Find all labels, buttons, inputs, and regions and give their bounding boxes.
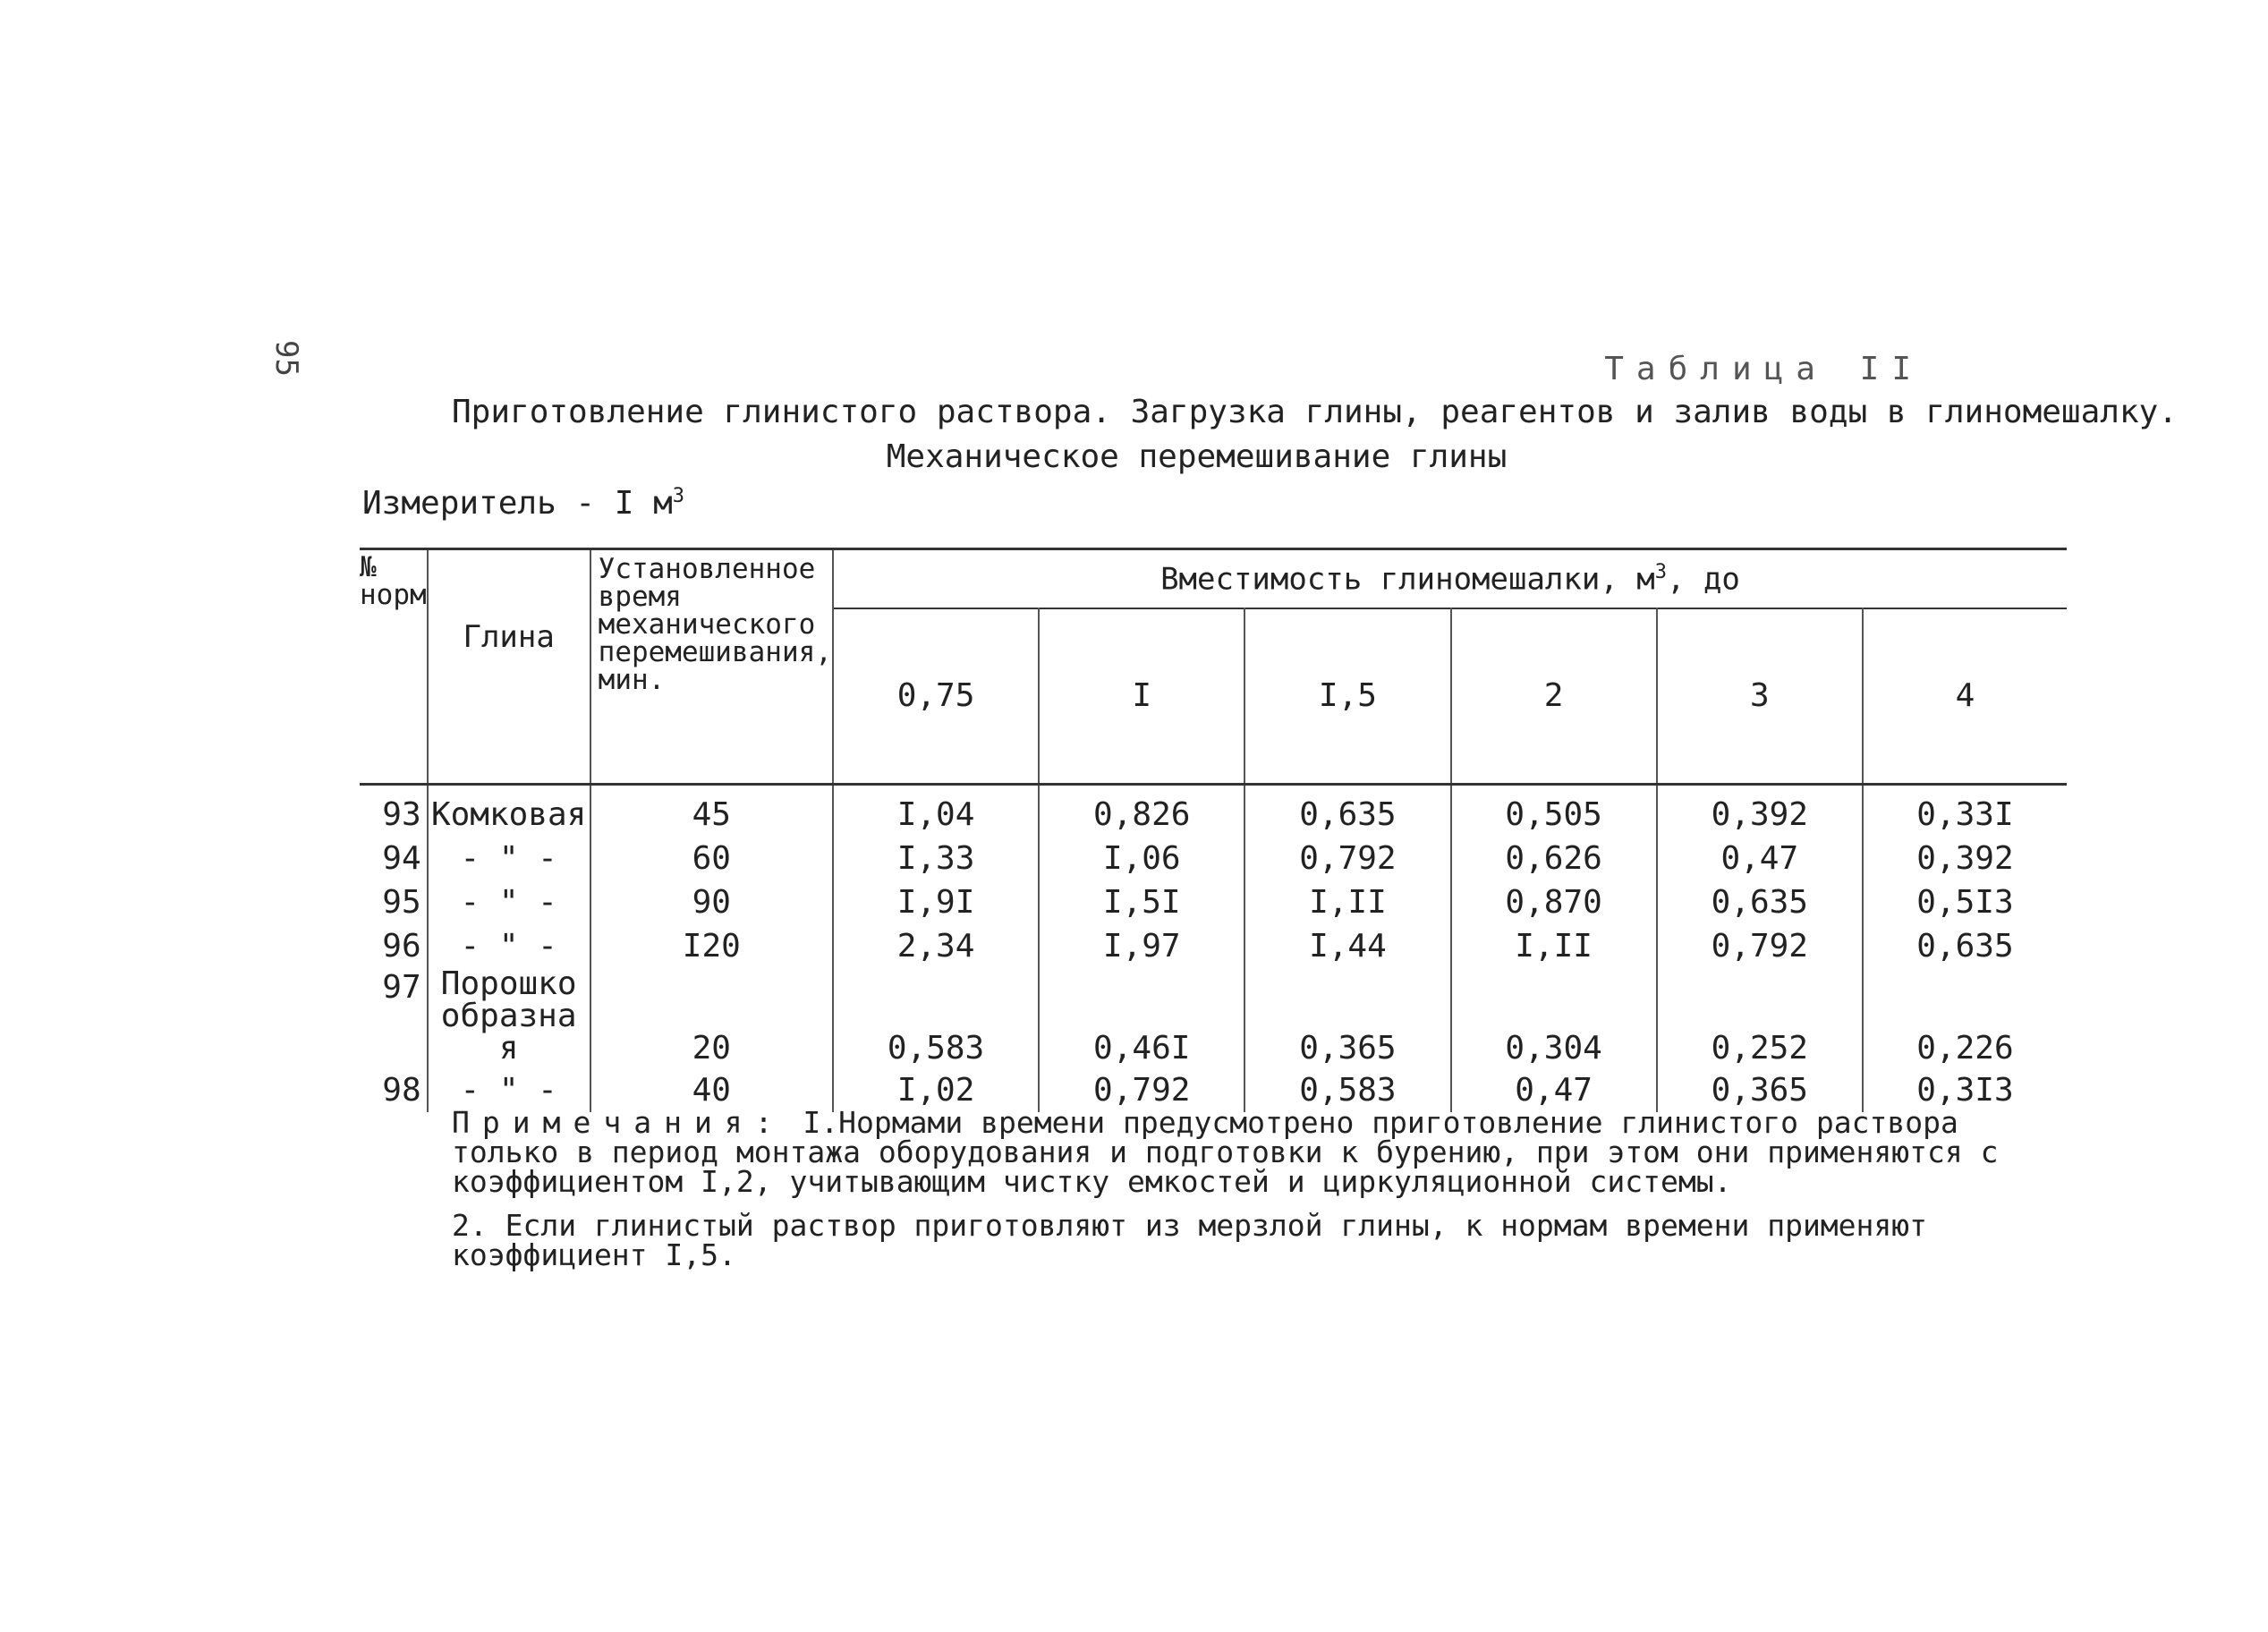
row-clay: - " -: [428, 837, 590, 880]
row-num: 94: [360, 837, 428, 880]
row-value: 0,47: [1451, 1068, 1657, 1112]
row-value: I,33: [833, 837, 1039, 880]
table-row: [360, 968, 2067, 1068]
notes: [362, 1105, 2044, 1284]
header-capacity-sup: 3: [1654, 561, 1667, 584]
measure-unit: [362, 485, 684, 522]
header-capacity: 2: [1451, 608, 1657, 785]
document-title: Приготовление глинистого раствора. Загрузка глины, реагентов и залив воды в глиномешалку.: [452, 394, 2178, 430]
measure-sup: 3: [672, 485, 685, 507]
row-clay: - " -: [428, 1068, 590, 1112]
header-num: № норм: [360, 549, 428, 785]
header-capacity-group: [833, 549, 2067, 609]
row-time: 60: [590, 837, 833, 880]
row-clay-line1: Порошкообразная: [440, 965, 577, 1067]
row-num: 93: [360, 785, 428, 837]
table-row: [360, 837, 2067, 880]
row-value: 0,505: [1451, 785, 1657, 837]
document-subtitle: Механическое перемешивание глины: [886, 438, 1508, 475]
measure-label: Измеритель - I м: [362, 485, 673, 522]
row-value: 0,365: [1244, 968, 1450, 1068]
row-value: I,II: [1451, 924, 1657, 968]
header-capacity: 3: [1657, 608, 1863, 785]
row-time: 40: [590, 1068, 833, 1112]
row-value: 0,635: [1244, 785, 1450, 837]
row-time: 45: [590, 785, 833, 837]
note-2: 2. Если глинистый раствор приготовляют из мерзлой глины, к нормам времени применяют коэффициент I,5.: [452, 1208, 1928, 1272]
row-value: 0,583: [1244, 1068, 1450, 1112]
header-capacity-suffix: , до: [1667, 561, 1740, 598]
table-row: [360, 785, 2067, 837]
row-value: 0,3I3: [1916, 1071, 2014, 1109]
row-value: 0,792: [1244, 837, 1450, 880]
row-value: 0,792: [1657, 924, 1863, 968]
notes-lead: Примечания:: [452, 1105, 786, 1140]
row-value: I,44: [1244, 924, 1450, 968]
norms-table: [360, 548, 2067, 1112]
row-value: 0,626: [1451, 837, 1657, 880]
header-capacity: I: [1039, 608, 1244, 785]
header-capacity-label: Вместимость глиномешалки, м: [1160, 561, 1655, 598]
table-row: [360, 924, 2067, 968]
row-num: 98: [360, 1068, 428, 1112]
row-time: 90: [590, 880, 833, 924]
row-clay: - " -: [428, 924, 590, 968]
header-clay: Глина: [428, 549, 590, 785]
row-time: 20: [590, 968, 833, 1068]
header-time: Установленное время механического перемешивания, мин.: [590, 549, 833, 785]
row-value: 2,34: [833, 924, 1039, 968]
row-value: 0,826: [1039, 785, 1244, 837]
page-number: 95: [268, 340, 304, 377]
row-value: 0,392: [1657, 785, 1863, 837]
row-num: 96: [360, 924, 428, 968]
row-time: I20: [590, 924, 833, 968]
row-value: 0,5I3: [1916, 883, 2014, 921]
row-value: 0,635: [1657, 880, 1863, 924]
table-row: [360, 880, 2067, 924]
row-value: 0,635: [1916, 927, 2014, 965]
row-value: 0,226: [1916, 1030, 2014, 1067]
row-value: 0,33I: [1916, 795, 2014, 833]
row-value: I,9I: [833, 880, 1039, 924]
row-clay: - " -: [428, 880, 590, 924]
row-value: 0,392: [1916, 839, 2014, 877]
row-value: I,97: [1039, 924, 1244, 968]
row-value: I,II: [1244, 880, 1450, 924]
row-value: 0,792: [1039, 1068, 1244, 1112]
row-value: I,02: [833, 1068, 1039, 1112]
header-capacity: 0,75: [833, 608, 1039, 785]
row-num: 95: [360, 880, 428, 924]
row-clay: [428, 965, 590, 1068]
row-value: I,06: [1039, 837, 1244, 880]
row-num: 97: [360, 968, 428, 1068]
header-capacity: 4: [1863, 608, 2067, 785]
row-value: 0,365: [1657, 1068, 1863, 1112]
table-label: Таблица II: [1604, 351, 1924, 387]
row-value: 0,870: [1451, 880, 1657, 924]
row-value: 0,252: [1657, 968, 1863, 1068]
row-value: I,5I: [1039, 880, 1244, 924]
row-value: 0,47: [1657, 837, 1863, 880]
row-value: 0,583: [833, 968, 1039, 1068]
row-value: I,04: [833, 785, 1039, 837]
note-1-text: I.Нормами времени предусмотрено приготовление глинистого раствора только в период монтажа оборудования и подготовки к бурению, при этом они применяются с коэффициентом I,2, учитывающим чистку емкостей и циркуляционной системы.: [452, 1105, 1999, 1199]
header-capacity: I,5: [1244, 608, 1450, 785]
note-1: [362, 1105, 2044, 1199]
row-value: 0,304: [1451, 968, 1657, 1068]
row-clay: Комковая: [428, 785, 590, 837]
row-value: 0,46I: [1039, 968, 1244, 1068]
